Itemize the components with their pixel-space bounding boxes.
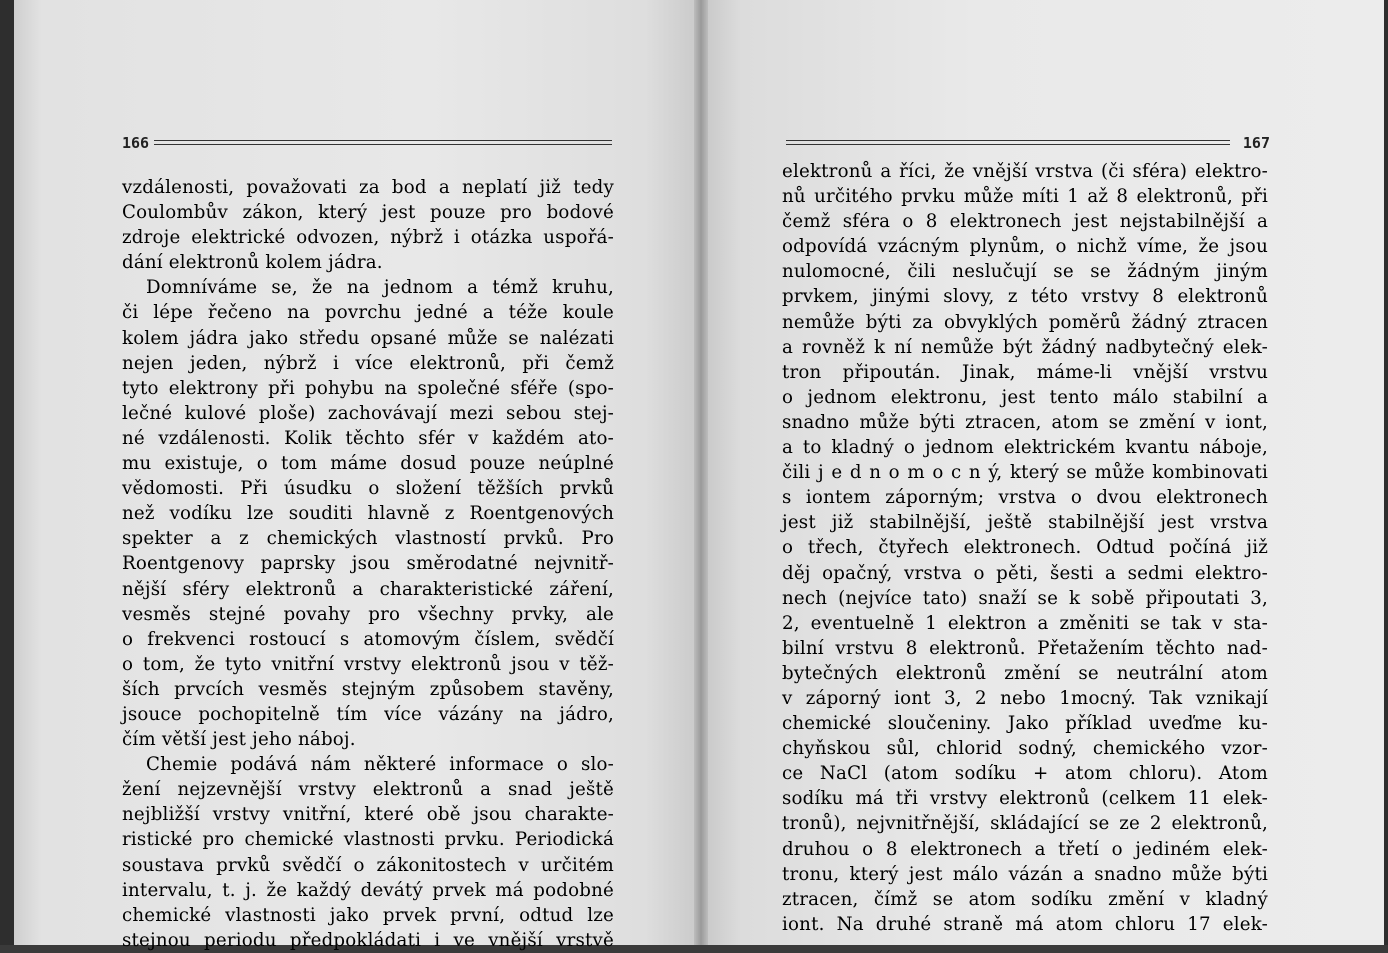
text-line: a rovněž k ní nemůže být žádný nadbytečný elek- (782, 336, 1268, 358)
text-line: dání elektronů kolem jádra. (122, 252, 383, 274)
text-line: iont. Na druhé straně má atom chloru 17 elek- (782, 913, 1268, 935)
text-line: chyňskou sůl, chlorid sodný, chemického vzor- (782, 738, 1268, 760)
text-line: né vzdálenosti. Kolik těchto sfér v každém ato- (122, 427, 614, 449)
text-line: Coulombův zákon, který jest pouze pro bodové (122, 202, 614, 224)
text-line: než vodíku lze souditi hlavně z Roentgenových (122, 503, 614, 525)
text-line: spekter a z chemických vlastností prvků. Pro (122, 528, 614, 550)
left-page-body (122, 175, 614, 953)
text-line: nější sféry elektronů a charakteristické záření, (122, 578, 614, 600)
text-line: lečné kulové ploše) zachovávají mezi sebou stej- (122, 402, 614, 424)
text-line: nech (nejvíce tato) snaží se k sobě připoutati 3, (782, 587, 1268, 609)
right-header-rule (786, 140, 1230, 145)
text-line: vesměs stejné povahy pro všechny prvky, ale (122, 603, 614, 625)
text-line: v záporný iont 3, 2 nebo 1mocný. Tak vznikají (782, 687, 1268, 709)
text-line: chemické sloučeniny. Jako příklad uveďme ku- (782, 713, 1268, 735)
text-line: stejnou periodu předpokládati i ve vnější vrstvě (122, 929, 614, 951)
left-page-number: 166 (122, 134, 150, 152)
text-line: intervalu, t. j. že každý devátý prvek má podobné (122, 879, 614, 901)
text-line: žení nejzevnější vrstvy elektronů a snad ještě (122, 779, 614, 801)
book-gutter (694, 0, 708, 945)
text-line: ztracen, čímž se atom sodíku změní v kladný (782, 888, 1268, 910)
text-line: tron připoután. Jinak, máme-li vnější vrstvu (782, 361, 1268, 383)
text-line: vědomosti. Při úsudku o složení těžších prvků (122, 478, 614, 500)
text-line: s iontem záporným; vrstva o dvou elektronech (782, 487, 1268, 509)
text-line: bytečných elektronů změní se neutrální atom (782, 662, 1268, 684)
text-line: bilní vrstvu 8 elektronů. Přetažením těchto nad- (782, 637, 1268, 659)
text-line: děj opačný, vrstva o pěti, šesti a sedmi elektro- (782, 562, 1268, 584)
text-line: nejbližší vrstvy vnitřní, které obě jsou charakte- (122, 804, 614, 826)
background-edge-left (0, 0, 14, 945)
text-line: jest již stabilnější, ještě stabilnější jest vrstva (782, 512, 1268, 534)
left-header-rule (154, 140, 612, 145)
text-line: sodíku má tři vrstvy elektronů (celkem 11 elek- (782, 788, 1268, 810)
text-line: druhou o 8 elektronech a třetí o jediném elek- (782, 838, 1268, 860)
text-line: elektronů a říci, že vnější vrstva (či sféra) elektro- (782, 161, 1268, 182)
right-page-header (786, 133, 1270, 153)
left-page-header (122, 133, 612, 153)
text-line: prvkem, jinými slovy, z této vrstvy 8 elektronů (782, 286, 1268, 308)
text-line: tronů), nejvnitřnější, skládající se ze 2 elektronů, (782, 813, 1268, 835)
text-line: ristické pro chemické vlastnosti prvku. Periodická (122, 829, 614, 851)
text-line: ce NaCl (atom sodíku + atom chloru). Atom (782, 763, 1268, 785)
text-line: vzdálenosti, považovati za bod a neplatí již tedy (122, 177, 614, 198)
text-line: Domníváme se, že na jednom a témž kruhu, (146, 277, 614, 299)
text-line: tronu, který jest málo vázán a snadno může býti (782, 863, 1268, 885)
text-line: mu existuje, o tom máme dosud pouze neúplné (122, 453, 614, 475)
text-line: jsouce pochopitelně tím více vázány na jádro, (122, 703, 614, 725)
text-line: Chemie podává nám některé informace o slo- (146, 754, 614, 776)
text-line: nemůže býti za obvyklých poměrů žádný ztracen (782, 311, 1268, 333)
text-line: tyto elektrony při pohybu na společné sféře (spo- (122, 377, 614, 399)
text-line: o třech, čtyřech elektronech. Odtud počíná již (782, 537, 1268, 559)
text-line: či lépe řečeno na povrchu jedné a téže koule (122, 302, 614, 324)
text-line: čím větší jest jeho náboj. (122, 729, 356, 751)
right-page-body (782, 159, 1268, 937)
text-line: ších prvcích vesměs stejným způsobem stavěny, (122, 678, 614, 700)
text-line: odpovídá vzácným plynům, o nichž víme, že jsou (782, 236, 1268, 258)
text-line: o frekvenci rostoucí s atomovým číslem, svědčí (122, 628, 614, 650)
text-line: 2, eventuelně 1 elektron a změniti se tak v sta- (782, 612, 1268, 634)
text-line: o tom, že tyto vnitřní vrstvy elektronů jsou v těž- (122, 653, 614, 675)
text-line: zdroje elektrické odvozen, nýbrž i otázka uspořá- (122, 227, 614, 249)
text-line: a to kladný o jednom elektrickém kvantu náboje, (782, 437, 1268, 459)
text-line: kolem jádra jako středu opsané může se nalézati (122, 327, 614, 349)
text-line: snadno může býti ztracen, atom se změní v iont, (782, 411, 1268, 433)
text-line: chemické vlastnosti jako prvek první, odtud lze (122, 904, 614, 926)
text-line: nulomocné, čili neslučují se se žádným jiným (782, 261, 1268, 283)
text-line: čemž sféra o 8 elektronech jest nejstabilnější a (782, 211, 1268, 233)
text-line: čili j e d n o m o c n ý, který se může kombinovati (782, 462, 1268, 484)
text-line: o jednom elektronu, jest tento málo stabilní a (782, 386, 1268, 408)
text-line: soustava prvků svědčí o zákonitostech v určitém (122, 854, 614, 876)
background-edge-right (1384, 0, 1388, 945)
text-line: nejen jeden, nýbrž i více elektronů, při čemž (122, 352, 614, 374)
right-page-number: 167 (1242, 134, 1270, 152)
text-line: nů určitého prvku může míti 1 až 8 elektronů, při (782, 186, 1268, 208)
text-line: Roentgenovy paprsky jsou směrodatné nejvnitř- (122, 553, 614, 575)
